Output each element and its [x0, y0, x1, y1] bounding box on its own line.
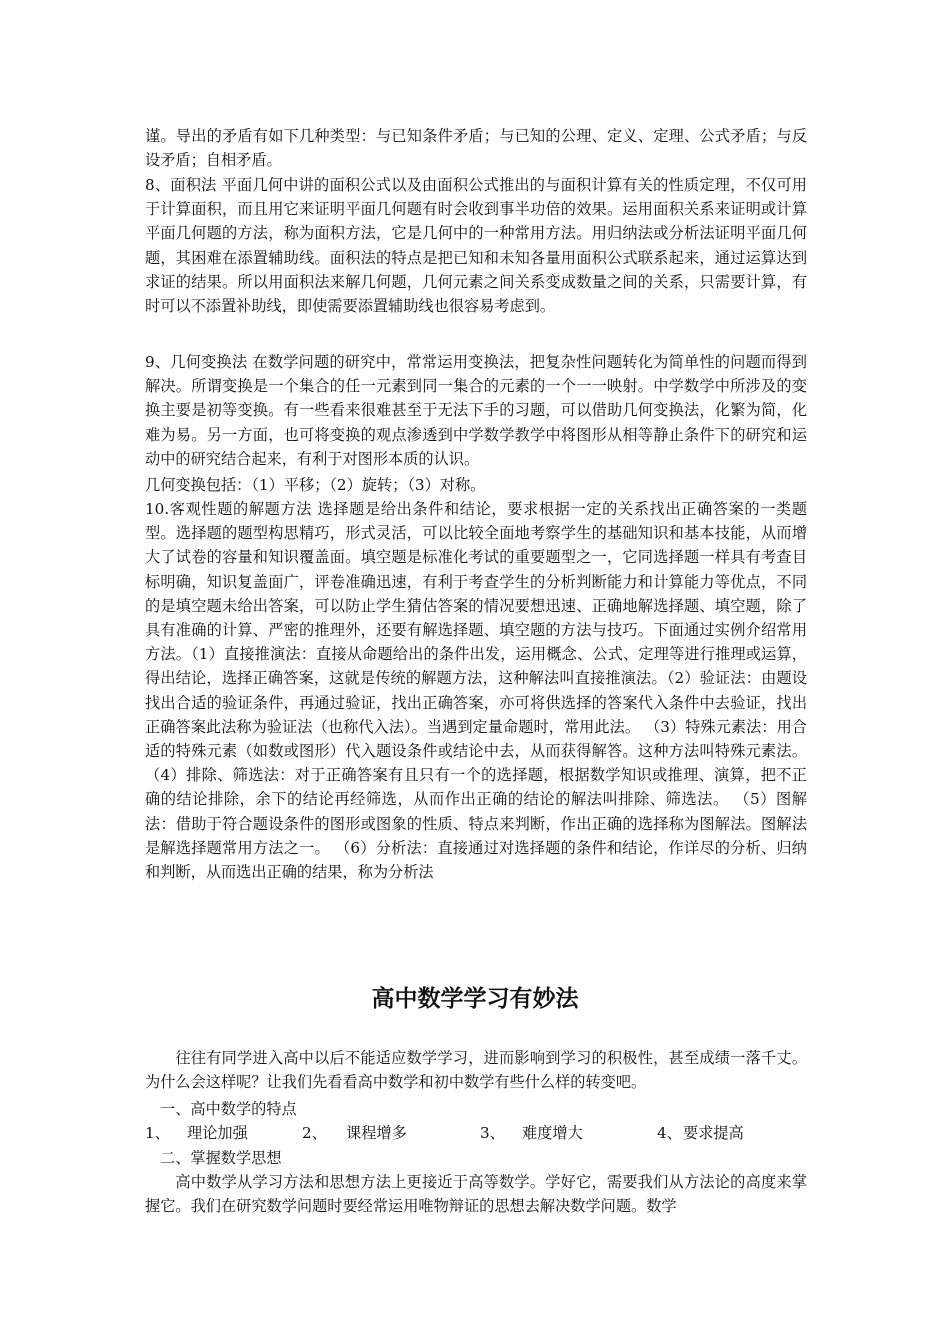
paragraph-transformation-types: 几何变换包括：（1）平移；（2）旋转；（3）对称。: [145, 476, 486, 494]
feature-1-number: 1、: [145, 1124, 170, 1142]
feature-4-number: 4、: [657, 1124, 682, 1142]
feature-4-text: 要求提高: [683, 1124, 744, 1142]
paragraph-area-method: 8、面积法 平面几何中讲的面积公式以及由面积公式推出的与面积计算有关的性质定理，不仅可用于计算面积，而且用它来证明平面几何题有时会收到事半功倍的效果。运用面积关系来证明或计算平面几何题的方法，称为面积方法，它是几何中的一种常用方法。用归纳法或分析法证明平面几何题，其困难在添置辅助线。面积法的特点是把已知和未知各量用面积公式联系起来，通过运算达到求证的结果。所以用面积法来解几何题，几何元素之间关系变成数量之间的关系，只需要计算，有时可以不添置补助线，即使需要添置辅助线也很容易考虑到。: [145, 176, 807, 316]
heading-math-thinking: 二、掌握数学思想: [160, 1149, 282, 1167]
paragraph-article-intro: 往往有同学进入高中以后不能适应数学学习，进而影响到学习的积极性，甚至成绩一落千丈。为什么会这样呢？让我们先看看高中数学和初中数学有些什么样的转变吧。: [145, 1049, 807, 1092]
heading-features: 一、高中数学的特点: [160, 1100, 297, 1118]
feature-2-text: 课程增多: [346, 1124, 407, 1142]
feature-2-number: 2、: [302, 1124, 327, 1142]
feature-3-number: 3、: [480, 1124, 505, 1142]
paragraph-geometric-transformation: 9、几何变换法 在数学问题的研究中，常常运用变换法，把复杂性问题转化为简单性的问题而得到解决。所谓变换是一个集合的任一元素到同一集合的元素的一个一一映射。中学数学中所涉及的变换主要是初等变换。有一些看来很难甚至于无法下手的习题，可以借助几何变换法，化繁为简，化难为易。另一方面，也可将变换的观点渗透到中学数学教学中将图形从相等静止条件下的研究和运动中的研究结合起来，有利于对图形本质的认识。: [145, 353, 807, 468]
feature-3-text: 难度增大: [522, 1124, 583, 1142]
feature-1-text: 理论加强: [187, 1124, 248, 1142]
paragraph-math-thinking: 高中数学从学习方法和思想方法上更接近于高等数学。学好它，需要我们从方法论的高度来掌握它。我们在研究数学问题时要经常运用唯物辩证的思想去解决数学问题。数学: [145, 1173, 807, 1216]
article-title: 高中数学学习有妙法: [371, 986, 579, 1012]
paragraph-contradiction-types: 谨。导出的矛盾有如下几种类型：与已知条件矛盾；与已知的公理、定义、定理、公式矛盾；与反设矛盾；自相矛盾。: [145, 127, 807, 170]
paragraph-objective-question-methods: 10.客观性题的解题方法 选择题是给出条件和结论，要求根据一定的关系找出正确答案的一类题型。选择题的题型构思精巧，形式灵活，可以比较全面地考察学生的基础知识和基本技能，从而增大了试卷的容量和知识覆盖面。填空题是标准化考试的重要题型之一，它同选择题一样具有考查目标明确，知识复盖面广，评卷准确迅速，有利于考查学生的分析判断能力和计算能力等优点，不同的是填空题未给出答案，可以防止学生猜估答案的情况要想迅速、正确地解选择题、填空题，除了具有准确的计算、严密的推理外，还要有解选择题、填空题的方法与技巧。下面通过实例介绍常用方法。（1）直接推演法：直接从命题给出的条件出发，运用概念、公式、定理等进行推理或运算，得出结论，选择正确答案，这就是传统的解题方法，这种解法叫直接推演法。（2）验证法：由题设找出合适的验证条件，再通过验证，找出正确答案，亦可将供选择的答案代入条件中去验证，找出正确答案此法称为验证法（也称代入法）。当遇到定量命题时，常用此法。 （3）特殊元素法：用合适的特殊元素（如数或图形）代入题设条件或结论中去，从而获得解答。这种方法叫特殊元素法。 （4）排除、筛选法：对于正确答案有且只有一个的选择题，根据数学知识或推理、演算，把不正确的结论排除，余下的结论再经筛选，从而作出正确的结论的解法叫排除、筛选法。 （5）图解法：借助于符合题设条件的图形或图象的性质、特点来判断，作出正确的选择称为图解法。图解法是解选择题常用方法之一。 （6）分析法：直接通过对选择题的条件和结论，作详尽的分析、归纳和判断，从而选出正确的结果，称为分析法: [145, 500, 807, 882]
